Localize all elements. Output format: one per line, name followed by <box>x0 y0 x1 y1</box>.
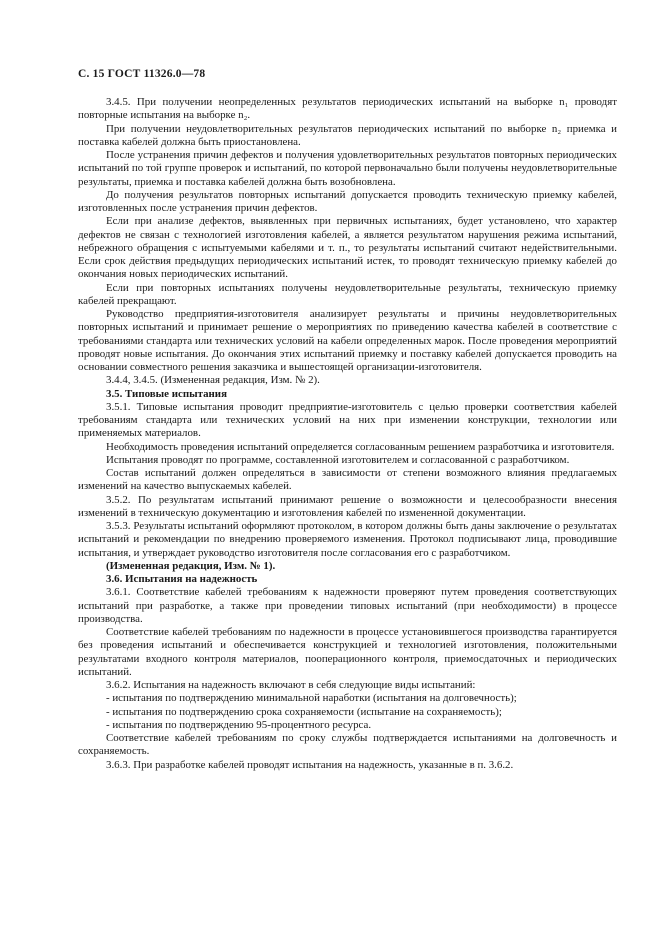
page-header: С. 15 ГОСТ 11326.0—78 <box>78 68 206 80</box>
paragraph: Соответствие кабелей требованиям по надежности в процессе установившегося производства гарантируется без проведения испытаний и обеспечивается конструкцией и технологией изготовления, положительными результатами входного контроля материалов, пооперационного контроля, приемосдаточных и периодических испытаний. <box>78 626 617 678</box>
paragraph: При получении неудовлетворительных результатов периодических испытаний по выборке n₂ приемка и поставка кабелей должна быть приостановлена. <box>78 122 617 148</box>
paragraph: 3.5.2. По результатам испытаний принимают решение о возможности и целесообразности внесения изменений в техническую документацию и изготовления кабелей по измененной документации. <box>78 493 617 519</box>
paragraph: 3.5.1. Типовые испытания проводит предприятие-изготовитель с целью проверки соответствия кабелей требованиям стандарта или технических условий на них при изменении конструкции, технологии или применяемых материалов. <box>78 400 617 440</box>
paragraph: 3.6.2. Испытания на надежность включают в себя следующие виды испытаний: <box>106 679 476 691</box>
paragraph: (Измененная редакция, Изм. № 1). <box>106 559 276 572</box>
paragraph: 3.5. Типовые испытания <box>106 387 227 400</box>
paragraph: - испытания по подтверждению 95-процентного ресурса. <box>106 718 372 731</box>
paragraph: Если при повторных испытаниях получены неудовлетворительные результаты, техническую приемку кабелей прекращают. <box>78 281 617 307</box>
paragraph: - испытания по подтверждению минимальной наработки (испытания на долговечность); <box>106 692 517 705</box>
paragraph: Руководство предприятия-изготовителя анализирует результаты и причины неудовлетворительных повторных испытаний и принимает решение о мероприятиях по приведению качества кабелей в соответствие с требованиями стандарта или технических условий на кабели определенных марок. После проведения мероприятий проводят новые испытания. До окончания этих испытаний приемку и поставку кабелей допускается проводить на основании совместного решения заказчика и вышестоящей организации-изготовителя. <box>78 308 617 373</box>
paragraph: Соответствие кабелей требованиям по сроку службы подтверждается испытаниями на долговечность и сохраняемость. <box>78 732 617 758</box>
paragraph: После устранения причин дефектов и получения удовлетворительных результатов повторных периодических испытаний по той группе проверок и испытаний, по которой первоначально были получены неудовлетворительные результаты, приемка и поставка кабелей должна быть возобновлена. <box>78 149 617 188</box>
paragraph: 3.6.1. Соответствие кабелей требованиям к надежности проверяют путем проведения соответствующих испытаний при разработке, а также при проведении типовых испытаний (при необходимости) в процессе производства. <box>78 586 617 625</box>
paragraph: 3.6. Испытания на надежность <box>106 573 258 585</box>
paragraph: 3.6.3. При разработке кабелей проводят испытания на надежность, указанные в п. 3.6.2. <box>106 758 514 771</box>
paragraph: 3.4.5. При получении неопределенных результатов периодических испытаний на выборке n₁ проводят повторные испытания на выборке n₂. <box>78 96 617 122</box>
paragraph: Если при анализе дефектов, выявленных при первичных испытаниях, будет установлено, что характер дефектов не связан с технологией изготовления кабелей, а является результатом нарушения режима испытаний, небрежного обращения с испытуемыми кабелями и т. п., то результаты испытаний считают недействительными. Если срок действия предыдущих периодических испытаний истек, то проводят техническую приемку кабелей до окончания новых периодических испытаний. <box>78 215 617 281</box>
paragraph: До получения результатов повторных испытаний допускается проводить техническую приемку кабелей, изготовленных после устранения причин дефектов. <box>78 188 617 214</box>
paragraph: - испытания по подтверждению срока сохраняемости (испытание на сохраняемость); <box>106 705 502 718</box>
paragraph: Необходимость проведения испытаний определяется согласованным решением разработчика и изготовителя. <box>106 440 615 453</box>
paragraph: 3.4.4, 3.4.5. (Измененная редакция, Изм. № 2). <box>106 374 320 387</box>
document-body <box>78 96 617 772</box>
paragraph: 3.5.3. Результаты испытаний оформляют протоколом, в котором должны быть даны заключение о результатах испытаний и рекомендации по внедрению проверяемого изменения. Протокол подписывают лица, проводившие испытания, и утверждает руководство изготовителя после согласования его с разработчиком. <box>78 520 617 559</box>
paragraph: Испытания проводят по программе, составленной изготовителем и согласованной с разработчиком. <box>106 453 570 466</box>
paragraph: Состав испытаний должен определяться в зависимости от степени возможного влияния предлагаемых изменений на качество выпускаемых кабелей. <box>78 467 617 493</box>
